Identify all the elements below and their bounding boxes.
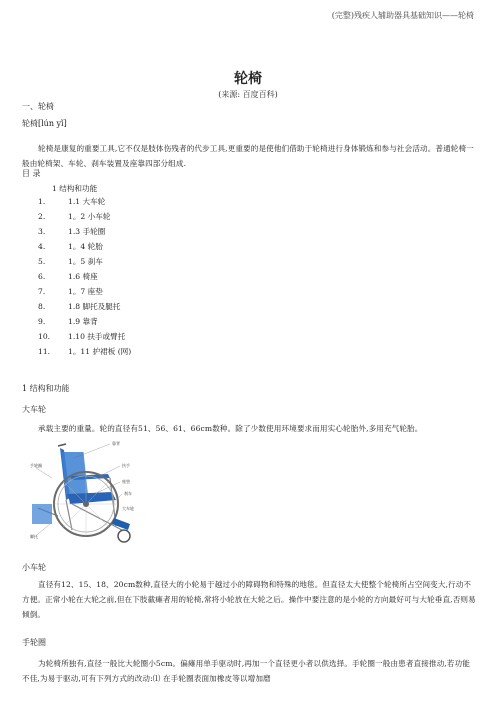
toc-item[interactable]: 2. 1。2 小车轮 xyxy=(38,212,111,221)
toc-heading: 1 结构和功能 xyxy=(52,184,98,193)
small-wheel-paragraph: 直径有12、15、18、20cm数种,直径大的小轮易于越过小的障碍物和特殊的地毯。但直径太大使整个轮椅所占空间变大,行动不方便。正常小轮在大轮之前,但在下肢截瘫者用的轮椅,常将小轮放在大轮之后。操作中要注意的是小轮的方向最好可与大轮垂直,否则易倾倒。 xyxy=(22,580,476,619)
toc-item[interactable]: 5. 1。5 刹车 xyxy=(38,257,103,266)
toc-item[interactable]: 4. 1。4 轮胎 xyxy=(38,242,103,251)
toc-item[interactable]: 3. 1.3 手轮圈 xyxy=(38,227,106,236)
figure-label: 手轮圈 xyxy=(30,463,42,468)
intro-paragraph: 轮椅是康复的重要工具,它不仅是肢体伤残者的代步工具,更重要的是使他们借助于轮椅进行身体锻炼和参与社会活动。普通轮椅一般由轮椅架、车轮、刹车装置及座靠四部分组成. xyxy=(22,144,474,168)
pinyin-line: 轮椅[lún yǐ] xyxy=(22,119,67,128)
subheading-small-wheel: 小车轮 xyxy=(22,563,46,572)
hand-rim-paragraph: 为轮椅所独有,直径一般比大轮圈小5cm。偏瘫用单手驱动时,再加一个直径更小者以供选择。手轮圈一般由患者直接推动,若功能不佳,为易于驱动,可有下列方式的改动:⑴ 在手轮圈表面加橡皮等以增加磨 xyxy=(22,659,470,683)
toc-item[interactable]: 1. 1.1 大车轮 xyxy=(38,197,106,206)
document-source: (来源: 百度百科) xyxy=(218,90,278,99)
figure-label: 刹车 xyxy=(124,491,132,496)
figure-label: 座垫 xyxy=(122,479,130,484)
figure-label: 靠背 xyxy=(112,441,120,446)
toc-item[interactable]: 11. 1。11 护裙板 (网) xyxy=(38,347,132,356)
running-header: (完整)残疾人辅助器具基础知识——轮椅 xyxy=(331,11,474,20)
big-wheel-paragraph: 承载主要的重量。轮的直径有51、56、61、66cm数种。除了少数使用环境要求而用实心轮胎外,多用充气轮胎。 xyxy=(38,424,423,433)
toc-item[interactable]: 9. 1.9 靠背 xyxy=(38,317,98,326)
document-title: 轮椅 xyxy=(234,71,262,87)
toc-item[interactable]: 6. 1.6 椅座 xyxy=(38,272,98,281)
figure-label: 扶手 xyxy=(122,463,130,468)
figure-label: 大车轮 xyxy=(122,506,134,511)
section-heading-structure: 1 结构和功能 xyxy=(22,384,70,393)
section-heading-wheelchair: 一、轮椅 xyxy=(22,102,54,111)
toc-item[interactable]: 7. 1。7 座垫 xyxy=(38,287,103,296)
subheading-big-wheel: 大车轮 xyxy=(22,405,46,414)
figure-label: 脚托 xyxy=(30,534,38,539)
toc-item[interactable]: 10. 1.10 扶手或臂托 xyxy=(38,332,126,341)
toc-item[interactable]: 8. 1.8 脚托及腿托 xyxy=(38,302,121,311)
toc-label: 目 录 xyxy=(22,169,41,178)
wheelchair-figure xyxy=(30,438,142,546)
subheading-hand-rim: 手轮圈 xyxy=(22,638,46,647)
